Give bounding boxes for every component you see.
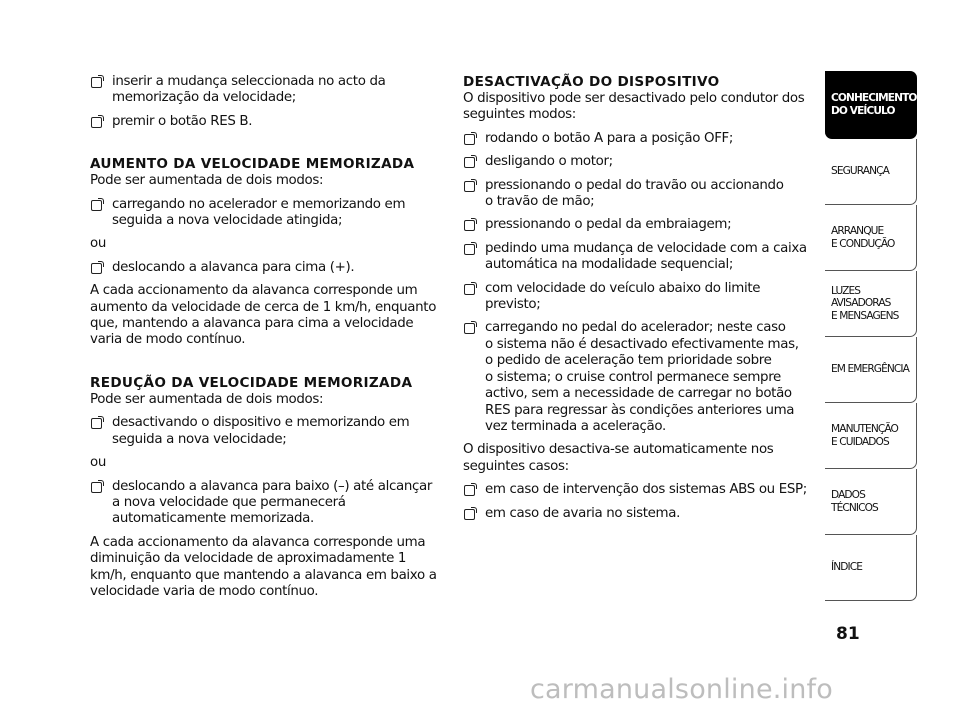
section-intro: Pode ser aumentada de dois modos: — [90, 391, 324, 407]
section-heading: AUMENTO DA VELOCIDADE MEMORIZADA — [90, 156, 415, 173]
tab-dados-tecnicos[interactable]: DADOS TÉCNICOS — [825, 469, 917, 535]
list-item — [463, 217, 818, 233]
list-item-text: inserir a mudança seleccionada no acto da memorização da velocidade; — [112, 74, 386, 106]
left-column — [90, 74, 440, 607]
checkbox-bullet-icon — [464, 244, 475, 255]
body-paragraph: A cada accionamento da alavanca corresponde uma diminuição da velocidade de aproximadamente 1 km/h, enquanto que mantendo a alavanca em baixo a velocidade varia de modo contínuo. — [90, 534, 437, 599]
list-item — [463, 506, 818, 522]
list-item-text: rodando o botão A para a posição OFF; — [485, 130, 734, 146]
tab-indice[interactable]: ÍNDICE — [825, 535, 917, 601]
right-column — [463, 74, 818, 529]
tab-manutencao[interactable]: MANUTENÇÃO E CUIDADOS — [825, 403, 917, 469]
checkbox-bullet-icon — [91, 77, 102, 88]
checkbox-bullet-icon — [464, 134, 475, 145]
list-item-text: carregando no acelerador e memorizando em seguida a nova velocidade atingida; — [112, 196, 406, 229]
section-intro: Pode ser aumentada de dois modos: — [90, 173, 324, 189]
list-item-text: em caso de intervenção dos sistemas ABS ou ESP; — [485, 482, 807, 498]
list-item — [90, 74, 440, 107]
list-item-text: deslocando a alavanca para cima (+). — [112, 259, 355, 275]
checkbox-bullet-icon — [91, 418, 102, 429]
checkbox-bullet-icon — [464, 181, 475, 192]
checkbox-bullet-icon — [91, 482, 102, 493]
list-item — [463, 281, 818, 314]
list-item — [463, 154, 818, 170]
checkbox-bullet-icon — [464, 509, 475, 520]
body-paragraph: O dispositivo desactiva-se automaticamente nos seguintes casos: — [463, 442, 774, 474]
list-item — [463, 241, 818, 274]
checkbox-bullet-icon — [91, 200, 102, 211]
tab-conhecimento-do-veiculo[interactable]: CONHECIMENTO DO VEÍCULO — [825, 71, 917, 139]
list-item-text: pressionando o pedal do travão ou accionando o travão de mão; — [485, 177, 784, 210]
list-item — [90, 114, 440, 130]
tab-luzes-avisadoras[interactable]: LUZES AVISADORAS E MENSAGENS — [825, 271, 917, 337]
list-item-text: desactivando o dispositivo e memorizando em seguida a nova velocidade; — [112, 415, 410, 447]
list-item-text: pressionando o pedal da embraiagem; — [485, 217, 732, 233]
list-item-text: pedindo uma mudança de velocidade com a caixa automática na modalidade sequencial; — [485, 240, 807, 273]
section-heading: DESACTIVAÇÃO DO DISPOSITIVO — [463, 74, 720, 90]
list-item — [90, 197, 440, 230]
tab-arranque-e-conducao[interactable]: ARRANQUE E CONDUÇÃO — [825, 205, 917, 271]
list-item-text: em caso de avaria no sistema. — [485, 505, 681, 521]
bullet-list — [463, 131, 818, 436]
checkbox-bullet-icon — [91, 117, 102, 128]
list-item-text: deslocando a alavanca para baixo (–) até alcançar a nova velocidade que permanecerá automaticamente memorizada. — [112, 478, 432, 527]
list-item — [90, 479, 440, 528]
section-intro: O dispositivo pode ser desactivado pelo condutor dos seguintes modos: — [463, 91, 805, 123]
chapter-tabs — [825, 71, 917, 601]
section-heading: REDUÇÃO DA VELOCIDADE MEMORIZADA — [90, 374, 413, 391]
list-item-text: premir o botão RES B. — [112, 113, 253, 129]
list-item-text: desligando o motor; — [485, 154, 613, 170]
list-item — [463, 131, 818, 147]
list-item — [463, 482, 818, 498]
list-item — [90, 260, 440, 276]
checkbox-bullet-icon — [464, 220, 475, 231]
list-item-text: carregando no pedal do acelerador; neste caso o sistema não é desactivado efectivamente mas, o pedido de aceleração tem prioridade sobre o sistema; o cruise control permanece sempre activo, sem a necessidade de carregar no botão RES para regressar às condições anteriores uma vez terminada a aceleração. — [485, 320, 799, 434]
tab-seguranca[interactable]: SEGURANÇA — [825, 139, 917, 205]
checkbox-bullet-icon — [464, 157, 475, 168]
checkbox-bullet-icon — [464, 284, 475, 295]
conjunction-text: ou — [90, 236, 106, 252]
checkbox-bullet-icon — [91, 263, 102, 274]
list-item-text: com velocidade do veículo abaixo do limite previsto; — [485, 280, 761, 313]
conjunction-text: ou — [90, 455, 106, 471]
page-number: 81 — [836, 624, 860, 644]
checkbox-bullet-icon — [464, 485, 475, 496]
list-item — [463, 178, 818, 211]
list-item — [463, 320, 818, 435]
checkbox-bullet-icon — [464, 323, 475, 334]
watermark: carmanualsonline.info — [530, 674, 833, 705]
tab-em-emergencia[interactable]: EM EMERGÊNCIA — [825, 337, 917, 403]
list-item — [90, 415, 440, 448]
body-paragraph: A cada accionamento da alavanca corresponde um aumento da velocidade de cerca de 1 km/h, enquanto que, mantendo a alavanca para cima a velocidade varia de modo contínuo. — [90, 283, 437, 348]
